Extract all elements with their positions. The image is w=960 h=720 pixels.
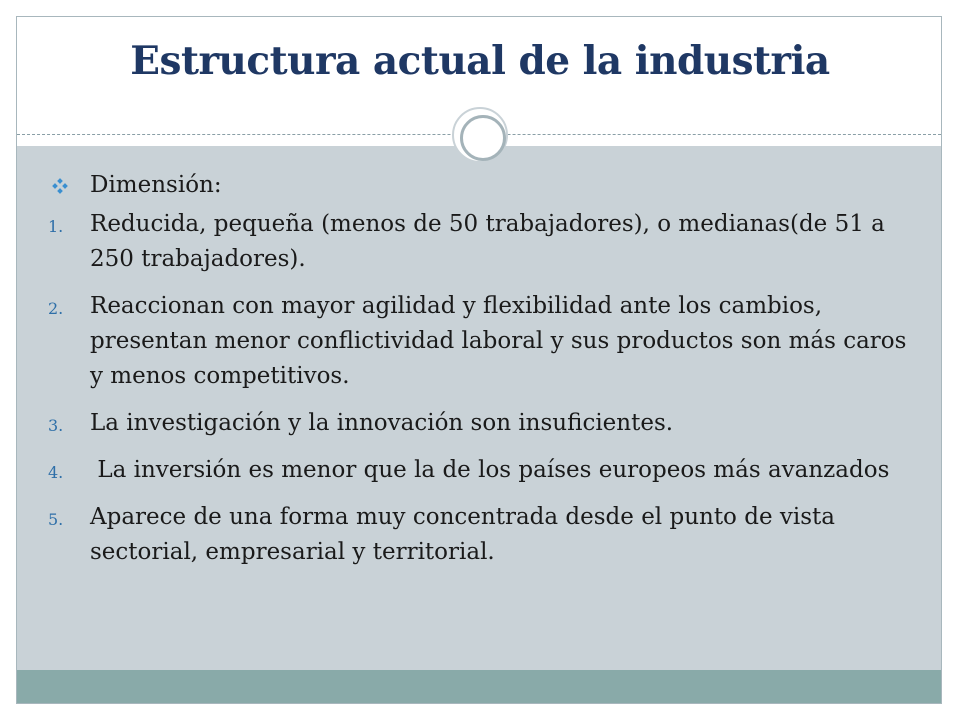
- slide-body: [48, 168, 918, 570]
- list-item: [48, 453, 918, 488]
- item-text: Reaccionan con mayor agilidad y flexibilidad ante los cambios, presentan menor conflictividad laboral y sus productos son más caros y menos competitivos.: [90, 293, 907, 389]
- ornament-ring: [460, 115, 506, 161]
- item-number: 3.: [48, 416, 64, 435]
- item-text: La investigación y la innovación son insuficientes.: [90, 410, 674, 436]
- item-number: 5.: [48, 510, 64, 529]
- circle-ornament-icon: [452, 107, 508, 163]
- item-number: 1.: [48, 217, 64, 236]
- heading-item: [48, 168, 918, 203]
- list-item: [48, 289, 918, 394]
- footer-bar: [17, 670, 941, 703]
- item-text: Aparece de una forma muy concentrada desde el punto de vista sectorial, empresarial y territorial.: [90, 504, 835, 565]
- list-item: [48, 406, 918, 441]
- list-item: [48, 500, 918, 570]
- item-number: 2.: [48, 299, 64, 318]
- item-text: Reducida, pequeña (menos de 50 trabajadores), o medianas(de 51 a 250 trabajadores).: [90, 211, 885, 272]
- slide-title: Estructura actual de la industria: [130, 38, 830, 84]
- heading-text: Dimensión:: [90, 172, 222, 198]
- item-text: La inversión es menor que la de los países europeos más avanzados: [90, 457, 890, 483]
- list-item: [48, 207, 918, 277]
- item-number: 4.: [48, 463, 64, 482]
- diamond-bullet-icon: [52, 178, 68, 194]
